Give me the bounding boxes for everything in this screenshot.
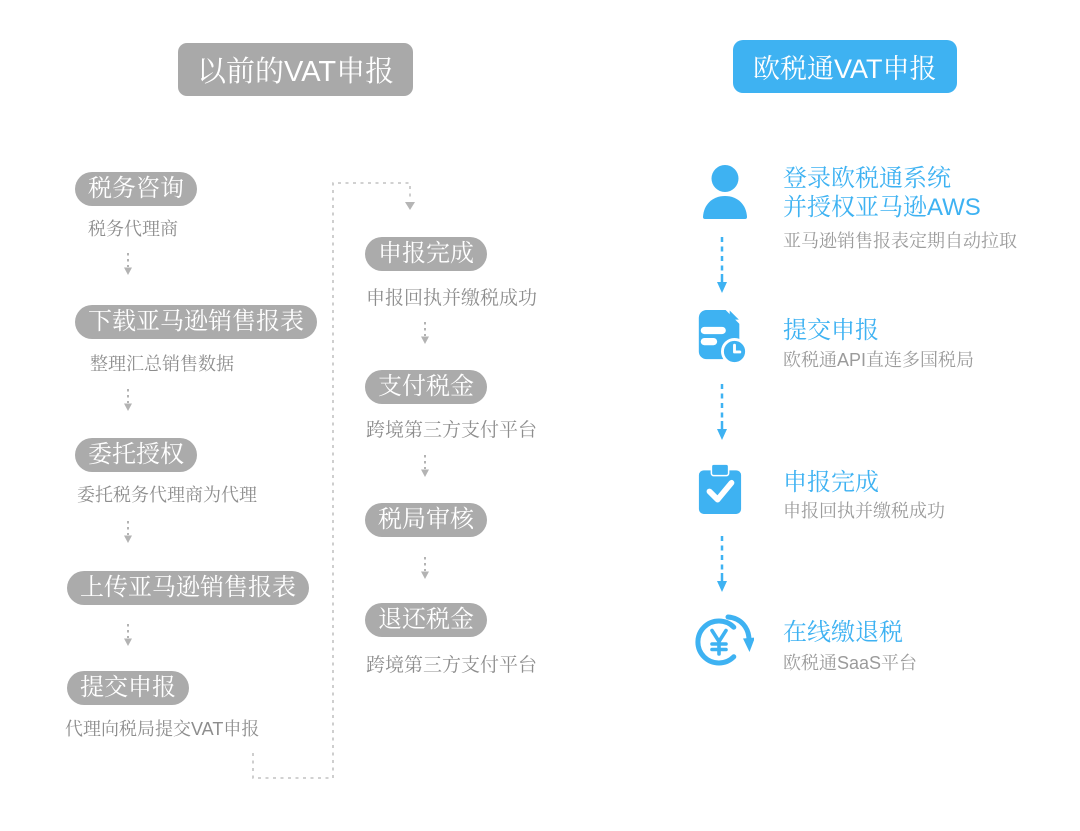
user-icon [702, 165, 748, 219]
step-note: 整理汇总销售数据 [90, 354, 234, 374]
right-step-title: 提交申报 [783, 317, 879, 344]
yen-refresh-icon [692, 612, 754, 672]
down-arrow-icon [420, 556, 430, 582]
step-note: 代理向税局提交VAT申报 [65, 719, 260, 739]
right-step-title: 申报完成 [783, 469, 879, 496]
down-arrow-icon [123, 388, 133, 414]
step-pill-authorize-agent: 委托授权 [75, 438, 197, 472]
right-step-note: 欧税通SaaS平台 [783, 653, 918, 673]
right-step-title: 登录欧税通系统 并授权亚马逊AWS [783, 165, 981, 221]
step-note: 跨境第三方支付平台 [366, 655, 538, 676]
down-arrow-icon [123, 252, 133, 278]
step-pill-submit-filing: 提交申报 [67, 671, 189, 705]
step-note: 税务代理商 [88, 219, 178, 239]
step-pill-pay-tax: 支付税金 [365, 370, 487, 404]
step-pill-refund-tax: 退还税金 [365, 603, 487, 637]
right-step-title: 在线缴退税 [783, 619, 903, 646]
step-note: 委托税务代理商为代理 [77, 485, 257, 505]
right-step-note: 亚马逊销售报表定期自动拉取 [783, 231, 1017, 251]
step-note: 申报回执并缴税成功 [366, 288, 538, 309]
document-clock-icon [694, 308, 748, 366]
step-note: 跨境第三方支付平台 [366, 420, 538, 441]
step-pill-upload-report: 上传亚马逊销售报表 [67, 571, 309, 605]
down-arrow-icon [420, 454, 430, 480]
down-arrow-icon [420, 321, 430, 347]
right-step-note: 申报回执并缴税成功 [783, 501, 945, 521]
outax-vat-header: 欧税通VAT申报 [733, 40, 957, 93]
down-arrow-icon [715, 535, 729, 597]
right-step-note: 欧税通API直连多国税局 [783, 350, 975, 370]
step-pill-tax-consult: 税务咨询 [75, 172, 197, 206]
step-pill-bureau-review: 税局审核 [365, 503, 487, 537]
clipboard-check-icon [697, 463, 743, 517]
step-pill-filing-done: 申报完成 [365, 237, 487, 271]
down-arrow-icon [715, 383, 729, 445]
down-arrow-icon [123, 520, 133, 546]
old-vat-header: 以前的VAT申报 [178, 43, 413, 96]
step-pill-download-report: 下载亚马逊销售报表 [75, 305, 317, 339]
down-arrow-icon [123, 623, 133, 649]
down-arrow-icon [715, 236, 729, 298]
